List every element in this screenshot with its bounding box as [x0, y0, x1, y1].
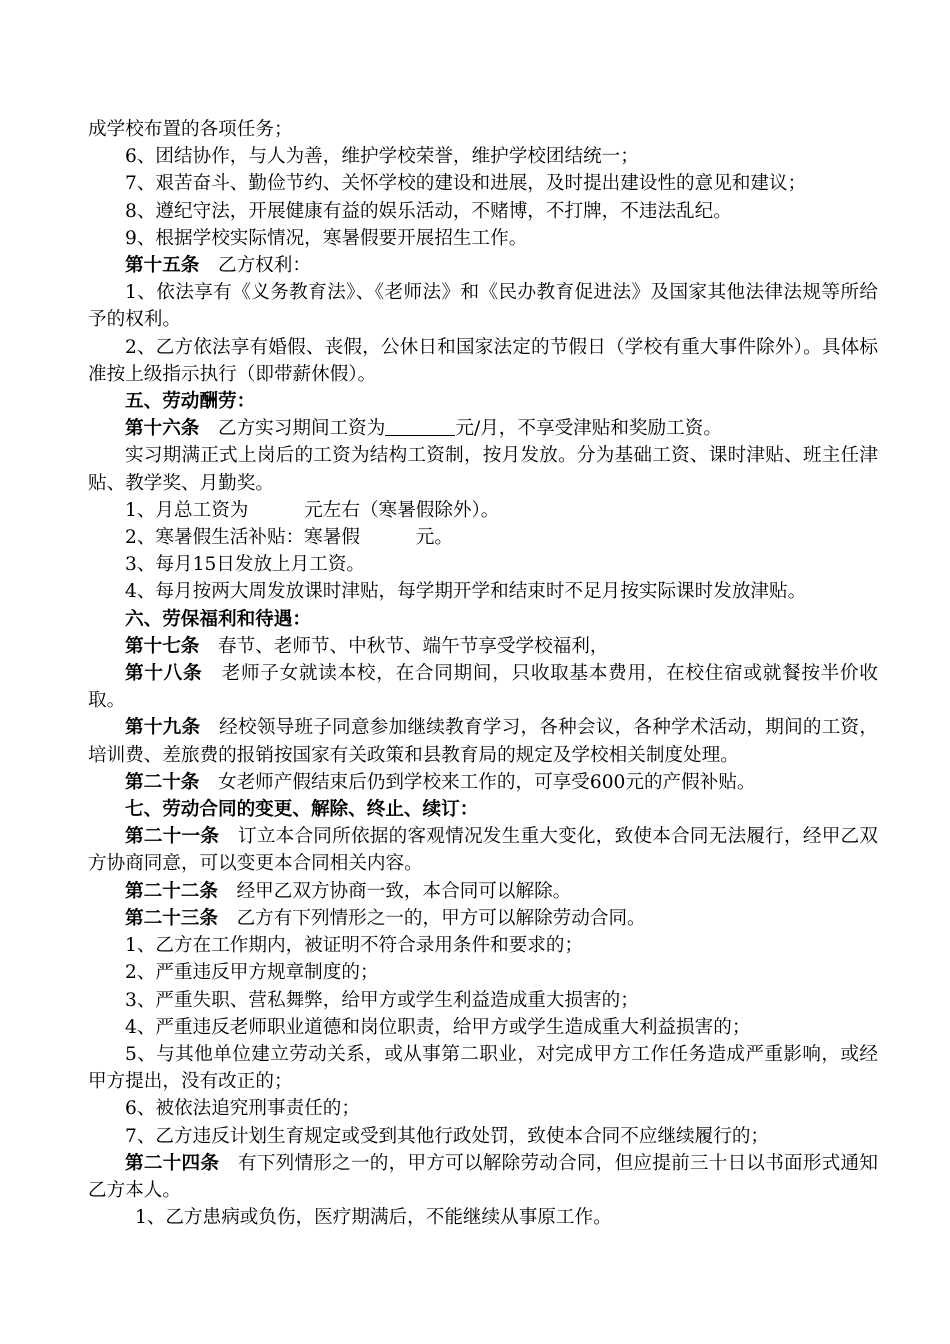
article-text: 乙方权利：: [199, 255, 311, 277]
paragraph: 7、乙方违反计划生育规定或受到其他行政处罚，致使本合同不应继续履行的；: [125, 1125, 770, 1147]
salary-blank: [385, 415, 455, 436]
paragraph: 2、寒暑假生活补贴：寒暑假 元。: [125, 527, 453, 549]
paragraph: 8、遵纪守法，开展健康有益的娱乐活动，不赌博，不打牌，不违法乱纪。: [125, 200, 732, 222]
section-heading: 七、劳动合同的变更、解除、终止、续订：: [125, 799, 479, 821]
article-text: 春节、老师节、中秋节、端午节享受学校福利，: [199, 635, 609, 657]
article-text: 经校领导班子同意参加继续教育学习，各种会议，各种学术活动，期间的工资，培训费、差旅费的报销按国家有关政策和县教育局的规定及学校相关制度处理。: [88, 717, 878, 766]
article-21: [88, 823, 878, 877]
paragraph: 3、严重失职、营私舞弊，给甲方或学生利益造成重大损害的；: [125, 989, 639, 1011]
article-label: 第十九条: [125, 717, 201, 739]
paragraph: 4、每月按两大周发放课时津贴，每学期开学和结束时不足月按实际课时发放津贴。: [125, 581, 807, 603]
paragraph: 6、团结协作，与人为善，维护学校荣誉，维护学校团结统一；: [125, 146, 639, 168]
article-24: [88, 1150, 878, 1204]
article-label: 第二十三条: [125, 907, 218, 929]
article-23: [88, 905, 878, 932]
paragraph: 实习期满正式上岗后的工资为结构工资制，按月发放。分为基础工资、课时津贴、班主任津贴、教学奖、月勤奖。: [88, 445, 878, 494]
paragraph: 1、依法享有《义务教育法》、《老师法》和《民办教育促进法》及国家其他法律法规等所给予的权利。: [88, 282, 878, 331]
paragraph: 2、严重违反甲方规章制度的；: [125, 962, 379, 984]
article-19: [88, 714, 878, 768]
article-label: 第二十二条: [125, 880, 218, 902]
article-label: 第二十条: [125, 771, 200, 793]
paragraph: 9、根据学校实际情况，寒暑假要开展招生工作。: [125, 227, 528, 249]
article-16: [88, 415, 878, 442]
article-text: 老师子女就读本校，在合同期间，只收取基本费用，在校住宿或就餐按半价收取。: [88, 663, 878, 712]
article-text: 有下列情形之一的，甲方可以解除劳动合同，但应提前三十日以书面形式通知乙方本人。: [88, 1152, 878, 1201]
article-label: 第二十一条: [125, 826, 220, 848]
article-18: [88, 660, 878, 714]
article-text: 乙方实习期间工资为: [199, 418, 386, 440]
paragraph: 2、乙方依法享有婚假、丧假，公休日和国家法定的节假日（学校有重大事件除外）。具体标准按上级指示执行（即带薪休假）。: [88, 336, 878, 385]
article-22: [88, 878, 878, 905]
article-label: 第十五条: [125, 255, 200, 277]
paragraph: 6、被依法追究刑事责任的；: [125, 1098, 360, 1120]
article-text: 女老师产假结束后仍到学校来工作的，可享受600元的产假补贴。: [199, 771, 756, 793]
article-text: 元/月，不享受津贴和奖励工资。: [455, 418, 722, 440]
paragraph: 3、每月15日发放上月工资。: [125, 554, 366, 576]
section-heading: 六、劳保福利和待遇：: [125, 608, 311, 630]
paragraph: 7、艰苦奋斗、勤俭节约、关怀学校的建设和进展，及时提出建设性的意见和建议；: [125, 173, 807, 195]
article-17: [88, 633, 878, 660]
article-label: 第二十四条: [125, 1152, 220, 1174]
paragraph: 4、严重违反老师职业道德和岗位职责，给甲方或学生造成重大利益损害的；: [125, 1016, 751, 1038]
section-heading: 五、劳动酬劳：: [125, 391, 256, 413]
article-label: 第十六条: [125, 418, 200, 440]
document-page: [88, 116, 878, 1231]
paragraph: 成学校布置的各项任务；: [88, 119, 293, 140]
article-20: [88, 769, 878, 796]
article-text: 订立本合同所依据的客观情况发生重大变化，致使本合同无法履行，经甲乙双方协商同意，可以变更本合同相关内容。: [88, 826, 878, 875]
article-label: 第十七条: [125, 635, 200, 657]
paragraph: 1、月总工资为 元左右（寒暑假除外）。: [125, 499, 500, 521]
paragraph: 1、乙方患病或负伤，医疗期满后，不能继续从事原工作。: [135, 1207, 612, 1229]
article-15: [88, 252, 878, 279]
paragraph: 5、与其他单位建立劳动关系，或从事第二职业，对完成甲方工作任务造成严重影响，或经甲方提出，没有改正的；: [88, 1043, 878, 1093]
article-text: 经甲乙双方协商一致，本合同可以解除。: [217, 880, 572, 902]
article-text: 乙方有下列情形之一的，甲方可以解除劳动合同。: [217, 907, 646, 929]
article-label: 第十八条: [125, 663, 203, 685]
paragraph: 1、乙方在工作期内，被证明不符合录用条件和要求的；: [125, 935, 584, 957]
